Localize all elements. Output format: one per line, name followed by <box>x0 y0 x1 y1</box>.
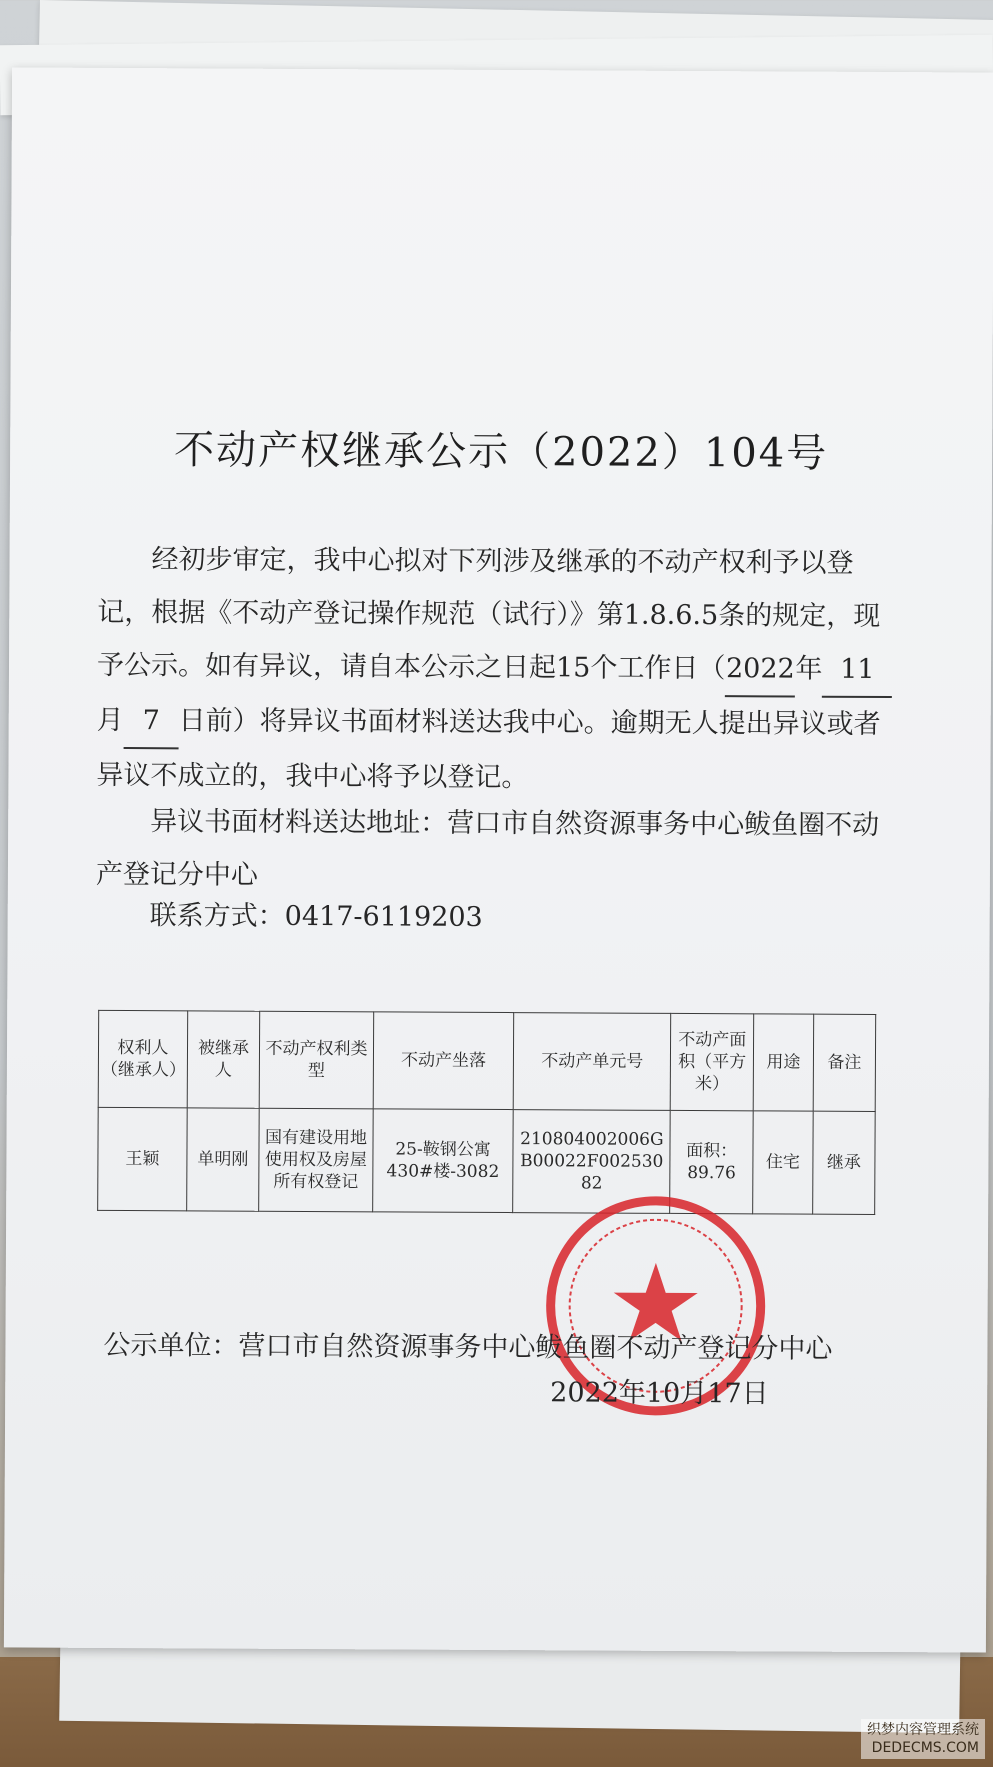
month-unit: 月 <box>96 704 124 737</box>
notice-paper <box>4 67 993 1652</box>
publishing-unit: 公示单位：营口市自然资源事务中心鲅鱼圈不动产登记分中心 <box>103 1329 833 1365</box>
table-cell: 单明刚 <box>187 1108 260 1211</box>
table-cell: 王颖 <box>98 1107 187 1210</box>
paragraph-main <box>96 533 897 806</box>
paragraph-text: 经初步审定，我中心拟对下列涉及继承的不动产权利予以登记，根据《不动产登记操作规范（试行）》第1.8.6.5条的规定，现予公示。如有异议，请自本公示之日起15个工作日（ <box>96 544 881 685</box>
document-title: 不动产权继承公示（2022）104号 <box>173 427 829 477</box>
table-cell: 继承 <box>813 1111 876 1214</box>
column-header: 权利人（继承人） <box>98 1010 187 1107</box>
table-cell: 面积：89.76 <box>670 1110 753 1213</box>
column-header: 备注 <box>813 1014 876 1111</box>
publish-date: 2022年10月17日 <box>550 1377 769 1410</box>
table-header-row <box>98 1010 875 1111</box>
address-text: 异议书面材料送达地址：营口市自然资源事务中心鲅鱼圈不动产登记分中心 <box>95 806 880 891</box>
table-cell: 国有建设用地使用权及房屋所有权登记 <box>259 1108 373 1212</box>
table-cell: 25-鞍钢公寓430#楼-3082 <box>372 1109 513 1213</box>
contact-paragraph <box>96 889 896 946</box>
site-watermark <box>861 1719 985 1759</box>
column-header: 不动产面积（平方米） <box>671 1013 754 1110</box>
column-header: 不动产权利类型 <box>259 1011 373 1109</box>
column-header: 不动产单元号 <box>514 1013 672 1111</box>
contact-text: 联系方式：0417-6119203 <box>149 900 483 933</box>
watermark-text: DEDECMS.COM <box>871 1740 979 1756</box>
year-unit: 年 <box>795 653 823 685</box>
watermark-text: 织梦内容管理系统 <box>867 1722 979 1738</box>
month-value: 11 <box>822 643 892 698</box>
day-value: 7 <box>124 694 179 749</box>
paragraph-text: 日前）将异议书面材料送达我中心。逾期无人提出异议或者异议不成立的，我中心将予以登记。 <box>96 705 881 794</box>
registration-table <box>97 1010 876 1215</box>
year-value: 2022 <box>725 642 795 697</box>
column-header: 用途 <box>753 1014 813 1111</box>
table-cell: 住宅 <box>753 1111 813 1214</box>
column-header: 被继承人 <box>187 1011 260 1108</box>
table-cell: 210804002006GB00022F00253082 <box>513 1110 671 1214</box>
column-header: 不动产坐落 <box>373 1012 514 1110</box>
